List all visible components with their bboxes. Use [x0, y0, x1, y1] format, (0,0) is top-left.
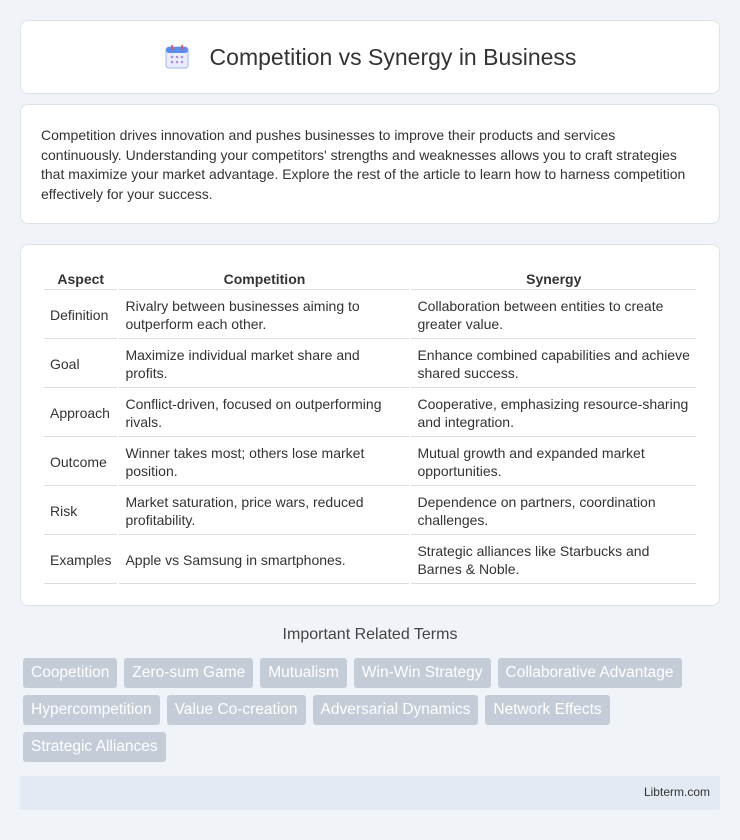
header-competition: Competition: [119, 267, 409, 290]
table-row: [44, 390, 696, 437]
header-card: [20, 20, 720, 94]
term-tag[interactable]: Collaborative Advantage: [498, 658, 682, 688]
table-row: [44, 292, 696, 339]
term-tag[interactable]: Zero-sum Game: [124, 658, 253, 688]
cell-competition: Rivalry between businesses aiming to outperform each other.: [119, 292, 409, 339]
header-synergy: Synergy: [411, 267, 696, 290]
cell-synergy: Cooperative, emphasizing resource-sharing and integration.: [411, 390, 696, 437]
cell-competition: Maximize individual market share and profits.: [119, 341, 409, 388]
cell-synergy: Collaboration between entities to create greater value.: [411, 292, 696, 339]
cell-aspect: Outcome: [44, 439, 117, 486]
table-row: [44, 439, 696, 486]
table-header-row: [44, 267, 696, 290]
term-tag[interactable]: Strategic Alliances: [23, 732, 166, 762]
footer: [20, 776, 720, 810]
cell-synergy: Strategic alliances like Starbucks and Barnes & Noble.: [411, 537, 696, 584]
term-tag[interactable]: Mutualism: [260, 658, 347, 688]
intro-card: [20, 104, 720, 224]
term-tag[interactable]: Hypercompetition: [23, 695, 160, 725]
calendar-icon: [164, 44, 190, 70]
table-row: [44, 537, 696, 584]
page-title: Competition vs Synergy in Business: [209, 43, 577, 70]
cell-aspect: Risk: [44, 488, 117, 535]
comparison-table: [42, 265, 698, 586]
term-tag[interactable]: Network Effects: [485, 695, 609, 725]
cell-competition: Market saturation, price wars, reduced profitability.: [119, 488, 409, 535]
header-aspect: Aspect: [44, 267, 117, 290]
comparison-table-card: [20, 244, 720, 606]
table-row: [44, 341, 696, 388]
table-row: [44, 488, 696, 535]
footer-link[interactable]: Libterm.com: [643, 785, 710, 799]
term-tag[interactable]: Value Co-creation: [167, 695, 306, 725]
term-tag[interactable]: Coopetition: [23, 658, 117, 688]
cell-aspect: Definition: [44, 292, 117, 339]
cell-synergy: Enhance combined capabilities and achieve shared success.: [411, 341, 696, 388]
related-terms-list: [23, 658, 723, 762]
cell-competition: Apple vs Samsung in smartphones.: [119, 537, 409, 584]
cell-aspect: Examples: [44, 537, 117, 584]
cell-competition: Winner takes most; others lose market position.: [119, 439, 409, 486]
cell-aspect: Goal: [44, 341, 117, 388]
term-tag[interactable]: Adversarial Dynamics: [313, 695, 479, 725]
cell-synergy: Dependence on partners, coordination challenges.: [411, 488, 696, 535]
cell-synergy: Mutual growth and expanded market opportunities.: [411, 439, 696, 486]
related-terms-title: Important Related Terms: [282, 626, 458, 643]
cell-aspect: Approach: [44, 390, 117, 437]
term-tag[interactable]: Win-Win Strategy: [354, 658, 491, 688]
cell-competition: Conflict-driven, focused on outperforming rivals.: [119, 390, 409, 437]
intro-text: Competition drives innovation and pushes businesses to improve their products and services continuously. Understanding your competitors' strengths and weaknesses allows you to craft strategies that maximize your market advantage. Explore the rest of the article to learn how to harness competition effectively for your success.: [41, 127, 686, 202]
